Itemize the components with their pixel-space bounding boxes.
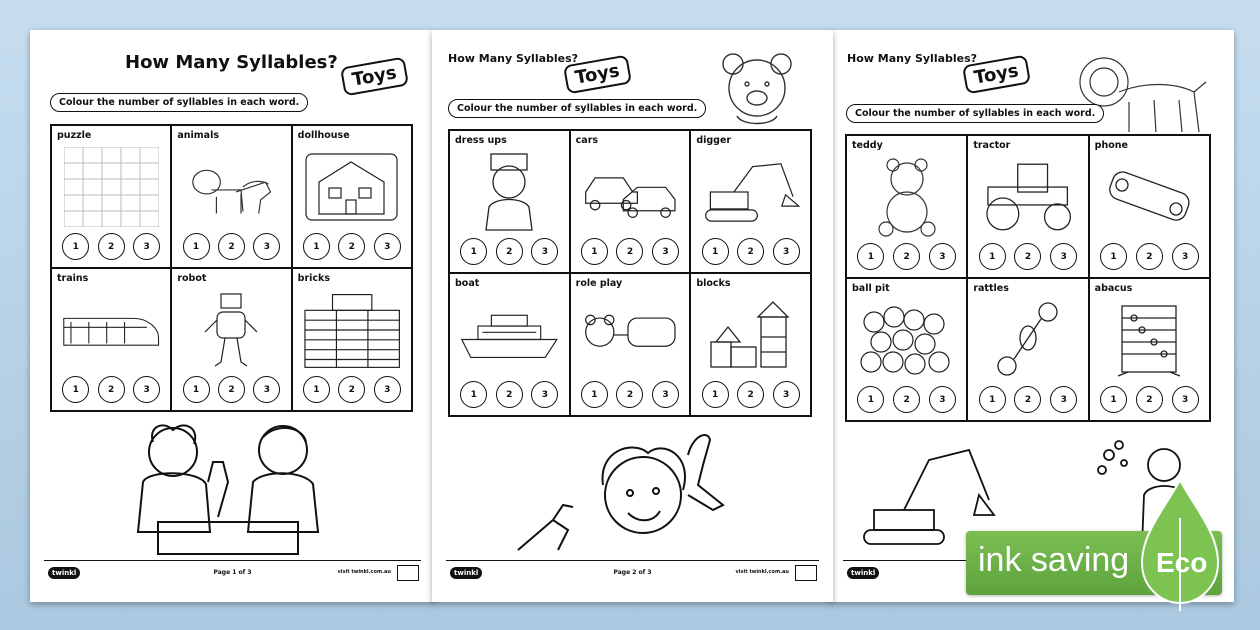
syllable-1-circle[interactable]: 1	[857, 386, 884, 413]
abacus-icon	[1100, 299, 1199, 380]
word-label: digger	[696, 135, 732, 146]
syllable-1-circle[interactable]: 1	[581, 238, 608, 265]
page-footer	[446, 560, 819, 584]
syllable-2-circle[interactable]: 2	[1136, 243, 1163, 270]
eco-banner-text: ink saving	[978, 541, 1130, 579]
syllable-3-circle[interactable]: 3	[1172, 243, 1199, 270]
syllable-2-circle[interactable]: 2	[496, 381, 523, 408]
syllable-2-circle[interactable]: 2	[338, 376, 365, 403]
role-play-icon	[581, 294, 680, 375]
word-cell	[967, 135, 1088, 278]
word-cell	[690, 130, 811, 273]
syllable-2-circle[interactable]: 2	[218, 376, 245, 403]
word-grid	[50, 124, 413, 412]
word-label: cars	[575, 135, 599, 146]
syllable-1-circle[interactable]: 1	[857, 243, 884, 270]
word-cell	[1089, 278, 1210, 421]
digger-icon	[701, 151, 800, 232]
boat-icon	[460, 294, 559, 375]
page-number: Page 1 of 3	[213, 569, 252, 576]
word-label: rattles	[973, 283, 1009, 294]
page-title: How Many Syllables?	[847, 52, 978, 65]
syllable-2-circle[interactable]: 2	[1014, 386, 1041, 413]
word-label: bricks	[297, 273, 331, 284]
syllable-2-circle[interactable]: 2	[737, 381, 764, 408]
page-title: How Many Syllables?	[125, 52, 338, 73]
leaf-icon	[1140, 478, 1220, 613]
syllable-2-circle[interactable]: 2	[1136, 386, 1163, 413]
cars-icon	[581, 151, 680, 232]
word-cell	[51, 125, 171, 268]
syllable-1-circle[interactable]: 1	[183, 233, 210, 260]
syllable-2-circle[interactable]: 2	[893, 386, 920, 413]
phone-icon	[1100, 156, 1199, 237]
rattle-icon	[978, 299, 1077, 380]
word-cell	[171, 268, 291, 411]
syllable-3-circle[interactable]: 3	[531, 238, 558, 265]
animals-icon	[182, 146, 280, 227]
word-label: blocks	[696, 278, 731, 289]
syllable-1-circle[interactable]: 1	[1100, 243, 1127, 270]
syllable-3-circle[interactable]: 3	[929, 386, 956, 413]
syllable-2-circle[interactable]: 2	[496, 238, 523, 265]
page-number: Page 2 of 3	[613, 569, 652, 576]
syllable-3-circle[interactable]: 3	[531, 381, 558, 408]
word-label: boat	[455, 278, 480, 289]
twinkl-logo: twinkl	[450, 567, 482, 579]
word-cell	[292, 125, 412, 268]
syllable-1-circle[interactable]: 1	[581, 381, 608, 408]
syllable-3-circle[interactable]: 3	[929, 243, 956, 270]
word-label: dress ups	[455, 135, 507, 146]
word-label: teddy	[852, 140, 883, 151]
word-cell	[449, 273, 570, 416]
footer-url: visit twinkl.com.au	[337, 569, 391, 575]
robot-icon	[182, 289, 280, 370]
toys-badge: Toys	[340, 57, 409, 97]
instruction: Colour the number of syllables in each word.	[846, 104, 1104, 123]
syllable-2-circle[interactable]: 2	[218, 233, 245, 260]
word-label: animals	[177, 130, 219, 141]
bricks-icon	[303, 289, 401, 370]
syllable-2-circle[interactable]: 2	[737, 238, 764, 265]
word-label: trains	[57, 273, 89, 284]
word-cell	[846, 135, 967, 278]
teddy-bear-icon	[717, 48, 797, 132]
syllable-1-circle[interactable]: 1	[460, 238, 487, 265]
syllable-2-circle[interactable]: 2	[1014, 243, 1041, 270]
syllable-3-circle[interactable]: 3	[374, 233, 401, 260]
footer-url: visit twinkl.com.au	[735, 569, 789, 575]
word-cell	[171, 125, 291, 268]
syllable-2-circle[interactable]: 2	[616, 238, 643, 265]
puzzle-icon	[62, 146, 160, 227]
word-grid	[845, 134, 1211, 422]
syllable-3-circle[interactable]: 3	[1172, 386, 1199, 413]
syllable-1-circle[interactable]: 1	[702, 238, 729, 265]
twinkl-logo: twinkl	[48, 567, 80, 579]
syllable-2-circle[interactable]: 2	[893, 243, 920, 270]
syllable-1-circle[interactable]: 1	[62, 376, 89, 403]
syllable-3-circle[interactable]: 3	[652, 238, 679, 265]
word-cell	[570, 130, 691, 273]
word-label: dollhouse	[297, 130, 350, 141]
word-cell	[967, 278, 1088, 421]
lion-icon	[1074, 52, 1209, 141]
word-label: ball pit	[852, 283, 890, 294]
syllable-1-circle[interactable]: 1	[979, 243, 1006, 270]
children-playing-illustration	[60, 422, 405, 557]
worksheet-page-1	[30, 30, 435, 602]
syllable-1-circle[interactable]: 1	[1100, 386, 1127, 413]
syllable-2-circle[interactable]: 2	[616, 381, 643, 408]
word-cell	[690, 273, 811, 416]
blocks-icon	[701, 294, 800, 375]
syllable-3-circle[interactable]: 3	[253, 233, 280, 260]
word-label: phone	[1094, 140, 1128, 151]
syllable-3-circle[interactable]: 3	[133, 376, 160, 403]
word-label: abacus	[1094, 283, 1133, 294]
syllable-1-circle[interactable]: 1	[702, 381, 729, 408]
word-cell	[449, 130, 570, 273]
tractor-icon	[978, 156, 1077, 237]
child-with-dinosaurs-illustration	[462, 425, 803, 557]
syllable-3-circle[interactable]: 3	[773, 381, 800, 408]
teddy-bear-icon	[857, 156, 956, 237]
word-cell	[1089, 135, 1210, 278]
syllable-3-circle[interactable]: 3	[652, 381, 679, 408]
syllable-1-circle[interactable]: 1	[303, 233, 330, 260]
eco-label: Eco	[1156, 547, 1208, 578]
syllable-1-circle[interactable]: 1	[460, 381, 487, 408]
word-grid	[448, 129, 812, 417]
syllable-1-circle[interactable]: 1	[979, 386, 1006, 413]
quality-badge-icon	[795, 565, 817, 581]
syllable-2-circle[interactable]: 2	[338, 233, 365, 260]
syllable-1-circle[interactable]: 1	[183, 376, 210, 403]
instruction: Colour the number of syllables in each word.	[448, 99, 706, 118]
twinkl-logo: twinkl	[847, 567, 879, 579]
page-title: How Many Syllables?	[448, 52, 579, 65]
dollhouse-icon	[303, 146, 401, 227]
worksheet-page-2	[432, 30, 833, 602]
quality-badge-icon	[397, 565, 419, 581]
syllable-3-circle[interactable]: 3	[1050, 386, 1077, 413]
train-icon	[62, 289, 160, 370]
word-cell	[292, 268, 412, 411]
syllable-1-circle[interactable]: 1	[62, 233, 89, 260]
word-label: puzzle	[57, 130, 92, 141]
dress-ups-icon	[460, 151, 559, 232]
instruction: Colour the number of syllables in each word.	[50, 93, 308, 112]
syllable-2-circle[interactable]: 2	[98, 376, 125, 403]
syllable-3-circle[interactable]: 3	[133, 233, 160, 260]
syllable-3-circle[interactable]: 3	[374, 376, 401, 403]
toys-badge: Toys	[563, 55, 632, 95]
syllable-3-circle[interactable]: 3	[773, 238, 800, 265]
syllable-2-circle[interactable]: 2	[98, 233, 125, 260]
word-cell	[846, 278, 967, 421]
syllable-3-circle[interactable]: 3	[1050, 243, 1077, 270]
syllable-3-circle[interactable]: 3	[253, 376, 280, 403]
word-label: tractor	[973, 140, 1011, 151]
toys-badge: Toys	[962, 55, 1031, 95]
syllable-1-circle[interactable]: 1	[303, 376, 330, 403]
word-cell	[51, 268, 171, 411]
word-cell	[570, 273, 691, 416]
word-label: robot	[177, 273, 207, 284]
ball-pit-icon	[857, 299, 956, 380]
word-label: role play	[575, 278, 623, 289]
page-footer	[44, 560, 421, 584]
